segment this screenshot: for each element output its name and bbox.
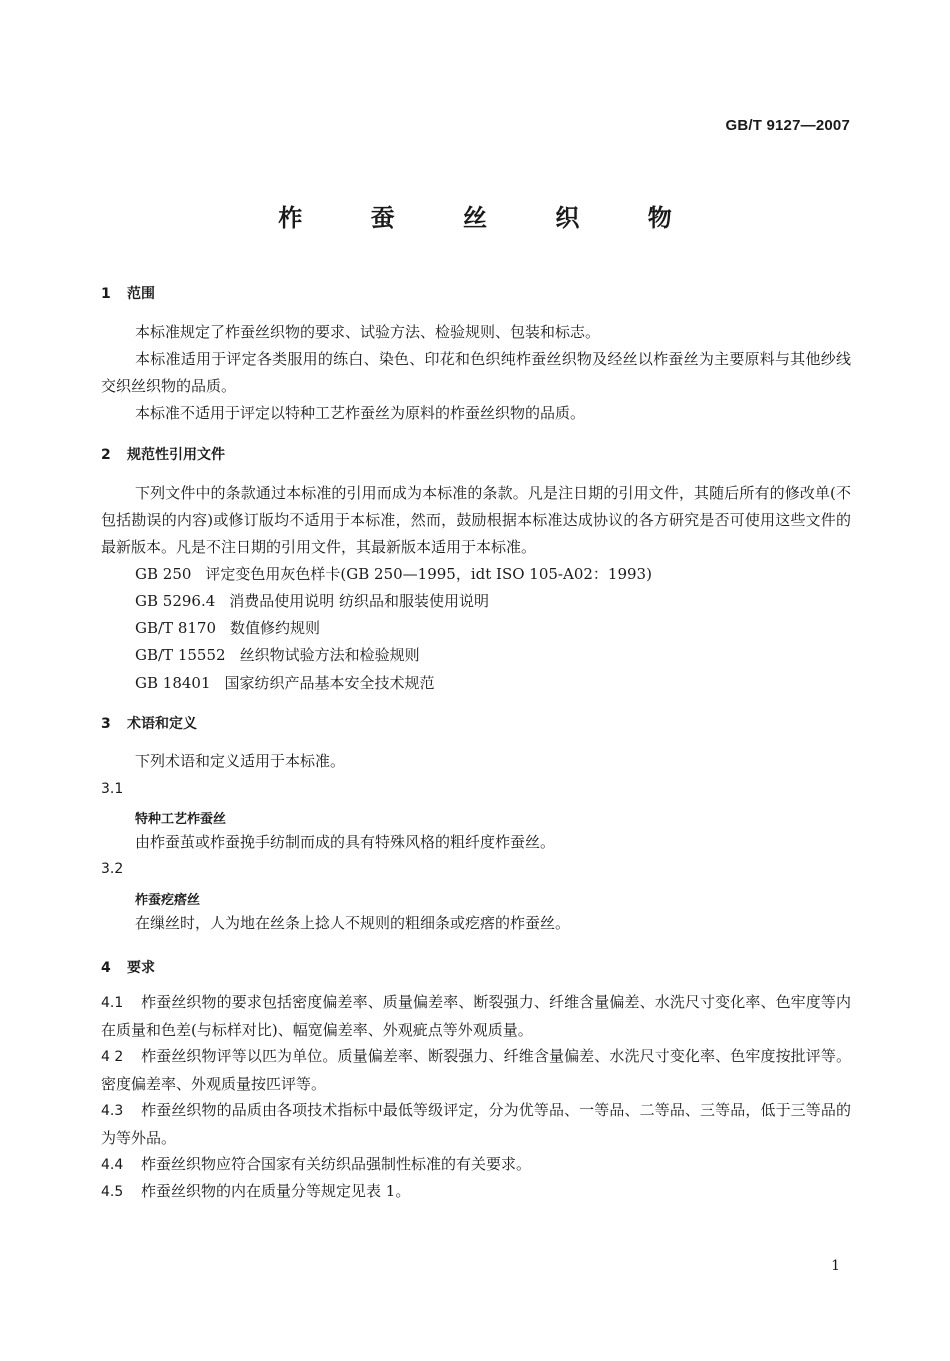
reference-item [135,670,435,697]
term-name: 柞蚕疙瘩丝 [135,893,201,908]
reference-title: 丝织物试验方法和检验规则 [239,646,420,664]
paragraph: 本标准不适用于评定以特种工艺柞蚕丝为原料的柞蚕丝织物的品质。 [135,404,586,422]
reference-title: 消费品使用说明 纺织品和服装使用说明 [229,592,490,610]
term-definition: 由柞蚕茧或柞蚕挽手纺制而成的具有特殊风格的粗纤度柞蚕丝。 [135,833,556,851]
clause-text: 柞蚕丝织物的内在质量分等规定见表 1。 [141,1182,411,1200]
term-number: 3.2 [101,861,124,877]
section-4-heading [101,957,155,977]
reference-item [135,588,489,615]
section-title: 要求 [127,960,155,976]
clause-number: 4.3 [101,1103,124,1119]
section-3-heading [101,713,197,733]
paragraph: 本标准适用于评定各类服用的练白、染色、印花和色织纯柞蚕丝织物及经丝以柞蚕丝为主要原料与其他纱线交织丝织物的品质。 [101,350,851,395]
clause-number: 4.1 [101,995,124,1011]
clause-number: 4 2 [101,1049,124,1065]
term-definition: 在缫丝时，人为地在丝条上捻人不规则的粗细条或疙瘩的柞蚕丝。 [135,914,571,932]
clause [101,989,851,1044]
clause-text: 柞蚕丝织物的要求包括密度偏差率、质量偏差率、断裂强力、纤维含量偏差、水洗尺寸变化率、色牢度等内在质量和色差(与标样对比)、幅宽偏差率、外观疵点等外观质量。 [101,993,851,1039]
section-number: 2 [101,447,111,463]
reference-title: 数值修约规则 [230,619,321,637]
reference-code: GB 250 [135,565,192,583]
document-title: 柞 蚕 丝 织 物 [278,204,702,232]
standard-number: GB/T 9127—2007 [725,117,850,134]
term-number: 3.1 [101,781,124,797]
clause-number: 4.4 [101,1157,124,1173]
section-number: 1 [101,286,111,302]
clause-number: 4.5 [101,1184,124,1200]
reference-item [135,615,320,642]
reference-item [135,561,652,588]
reference-code: GB 5296.4 [135,592,216,610]
section-number: 4 [101,960,111,976]
reference-title: 评定变色用灰色样卡(GB 250—1995，idt ISO 105-A02：1993) [205,565,652,583]
paragraph: 下列文件中的条款通过本标准的引用而成为本标准的条款。凡是注日期的引用文件，其随后所有的修改单(不包括勘误的内容)或修订版均不适用于本标准，然而，鼓励根据本标准达成协议的各方研究是否可使用这些文件的最新版本。凡是不注日期的引用文件，其最新版本适用于本标准。 [101,484,851,556]
paragraph: 下列术语和定义适用于本标准。 [135,752,346,770]
reference-item [135,642,420,669]
paragraph: 本标准规定了柞蚕丝织物的要求、试验方法、检验规则、包装和标志。 [135,323,601,341]
clause-text: 柞蚕丝织物评等以匹为单位。质量偏差率、断裂强力、纤维含量偏差、水洗尺寸变化率、色牢度按批评等。密度偏差率、外观质量按匹评等。 [101,1047,851,1093]
clause [101,1097,851,1152]
clause-text: 柞蚕丝织物应符合国家有关纺织品强制性标准的有关要求。 [141,1155,532,1173]
clause [101,1151,531,1179]
clause [101,1043,851,1098]
section-number: 3 [101,716,111,732]
section-title: 范围 [127,286,155,302]
term-name: 特种工艺柞蚕丝 [135,812,227,827]
section-2-heading [101,444,225,464]
section-title: 规范性引用文件 [127,447,225,463]
page-number: 1 [831,1258,840,1274]
section-title: 术语和定义 [127,716,197,732]
reference-code: GB/T 15552 [135,646,226,664]
section-1-heading [101,283,155,303]
reference-code: GB 18401 [135,674,211,692]
reference-code: GB/T 8170 [135,619,217,637]
reference-title: 国家纺织产品基本安全技术规范 [224,674,435,692]
clause [101,1178,410,1206]
clause-text: 柞蚕丝织物的品质由各项技术指标中最低等级评定，分为优等品、一等品、二等品、三等品，低于三等品的为等外品。 [101,1101,851,1147]
